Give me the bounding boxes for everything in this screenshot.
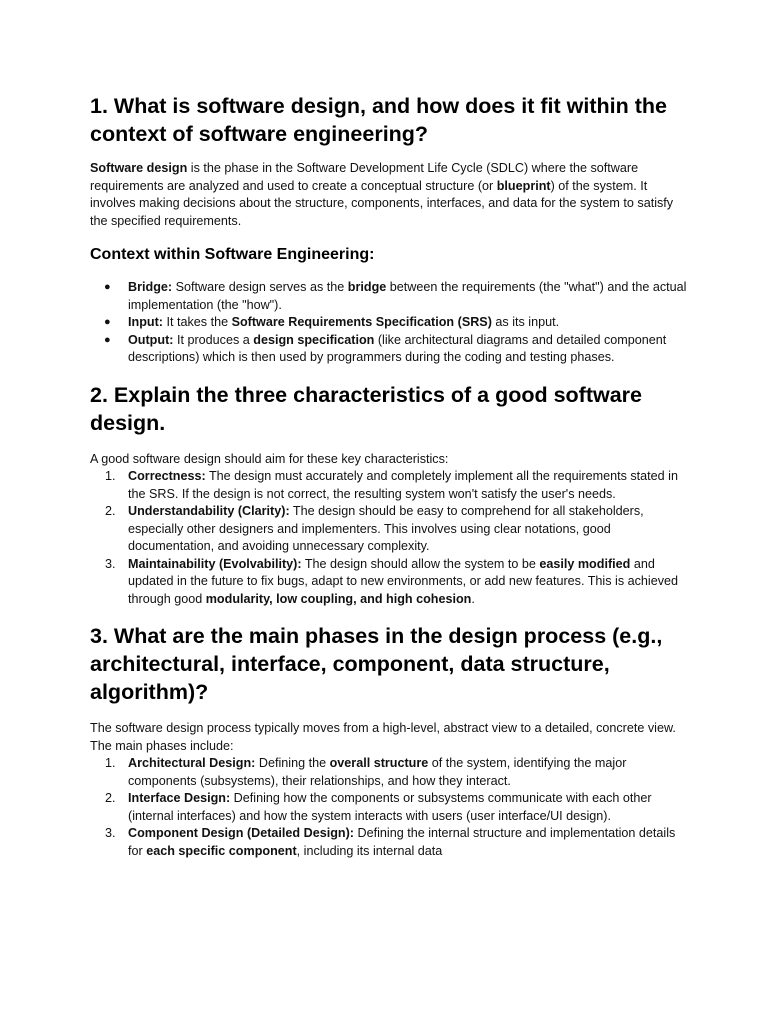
item-text: of the system, identifying the major components (subsystems), their relationships, and how they interact. xyxy=(128,756,627,788)
list-number: 1. xyxy=(105,756,116,770)
list-item xyxy=(90,503,690,556)
q1-intro-text-1: is the phase in the Software Development Life Cycle (SDLC) where the software requirements are analyzed and used to create a conceptual structure (or xyxy=(90,161,639,193)
list-item xyxy=(90,332,690,367)
item-text: as its input. xyxy=(491,315,560,329)
context-bullet-list xyxy=(90,279,690,367)
item-bold: Understandability (Clarity): xyxy=(128,504,290,518)
item-bold: Component Design (Detailed Design): xyxy=(128,826,354,840)
list-number: 3. xyxy=(105,556,116,571)
question-3-heading: 3. What are the main phases in the design process (e.g., architectural, interface, component, data structure, algorithm)? xyxy=(90,624,663,704)
list-item xyxy=(90,556,690,609)
q1-intro-paragraph xyxy=(90,160,690,230)
list-number: 1. xyxy=(105,469,116,483)
item-bold: easily modified xyxy=(539,556,631,571)
q1-intro-bold-1: Software design xyxy=(90,161,188,175)
list-number: 2. xyxy=(105,504,116,518)
item-text: . xyxy=(471,591,475,606)
item-text: between the requirements (the "what") and the actual implementation (the "how"). xyxy=(128,280,687,312)
q1-intro-bold-2: blueprint xyxy=(496,178,551,193)
item-text: It takes the xyxy=(162,315,232,329)
item-text: The design must accurately and completely implement all the requirements stated in the SRS. If the design is not correct, the resulting system won't satisfy the user's needs. xyxy=(128,469,678,501)
item-bold: Architectural Design: xyxy=(128,756,256,770)
list-item xyxy=(90,279,690,314)
item-bold: Bridge: xyxy=(128,280,173,294)
item-bold: each specific component xyxy=(146,843,297,858)
item-bold: Correctness: xyxy=(128,469,206,483)
item-text: and updated in the future to fix bugs, adapt to new environments, or add new features. This is achieved through good xyxy=(128,556,679,606)
list-item xyxy=(90,314,690,332)
list-number: 3. xyxy=(105,826,116,840)
design-phases-list xyxy=(90,755,690,860)
item-bold: Software Requirements Specification (SRS) xyxy=(231,315,492,329)
item-text: Defining how the components or subsystems communicate with each other (internal interfaces) and how the system interacts with users (user interface/UI design). xyxy=(128,791,652,823)
item-text: (like architectural diagrams and detailed component descriptions) which is then used by programmers during the coding and testing phases. xyxy=(128,332,667,364)
list-number: 2. xyxy=(105,791,116,805)
item-bold: bridge xyxy=(347,280,387,294)
bullet-icon: ● xyxy=(104,333,111,346)
q1-intro-text-2: ) of the system. It involves making decisions about the structure, components, interfaces, and data for the system to satisfy the specified requirements. xyxy=(90,178,674,228)
item-text: Software design serves as the xyxy=(172,280,348,294)
bullet-icon: ● xyxy=(104,281,111,293)
item-text: The design should allow the system to be xyxy=(301,556,540,571)
item-bold: overall structure xyxy=(329,756,429,770)
item-bold: Input: xyxy=(128,315,163,329)
q3-intro-paragraph: The software design process typically moves from a high-level, abstract view to a detailed, concrete view. The main phases include: xyxy=(90,721,676,753)
item-text: Defining the xyxy=(255,756,330,770)
item-bold: Maintainability (Evolvability): xyxy=(128,556,302,571)
document-page xyxy=(90,92,690,860)
item-text: It produces a xyxy=(173,332,254,347)
list-item xyxy=(90,468,690,503)
item-bold: design specification xyxy=(253,332,375,347)
question-2-heading: 2. Explain the three characteristics of a good software design. xyxy=(90,382,642,435)
list-item xyxy=(90,790,690,825)
item-text: The design should be easy to comprehend for all stakeholders, especially other designers and implementers. This involves using clear notations, good documentation, and avoiding unnecessary complexity. xyxy=(128,504,644,553)
question-1-heading: 1. What is software design, and how does it fit within the context of software engineering? xyxy=(90,94,667,146)
item-text: , including its internal data xyxy=(296,843,443,858)
item-bold: Interface Design: xyxy=(128,791,231,805)
bullet-icon: ● xyxy=(104,316,111,328)
context-heading: Context within Software Engineering: xyxy=(90,246,375,263)
item-bold: modularity, low coupling, and high cohesion xyxy=(205,591,472,606)
q2-intro-paragraph: A good software design should aim for these key characteristics: xyxy=(90,451,449,466)
list-item xyxy=(90,825,690,860)
item-text: Defining the internal structure and implementation details for xyxy=(128,826,676,858)
item-bold: Output: xyxy=(128,332,174,347)
characteristics-list xyxy=(90,468,690,608)
list-item xyxy=(90,755,690,790)
